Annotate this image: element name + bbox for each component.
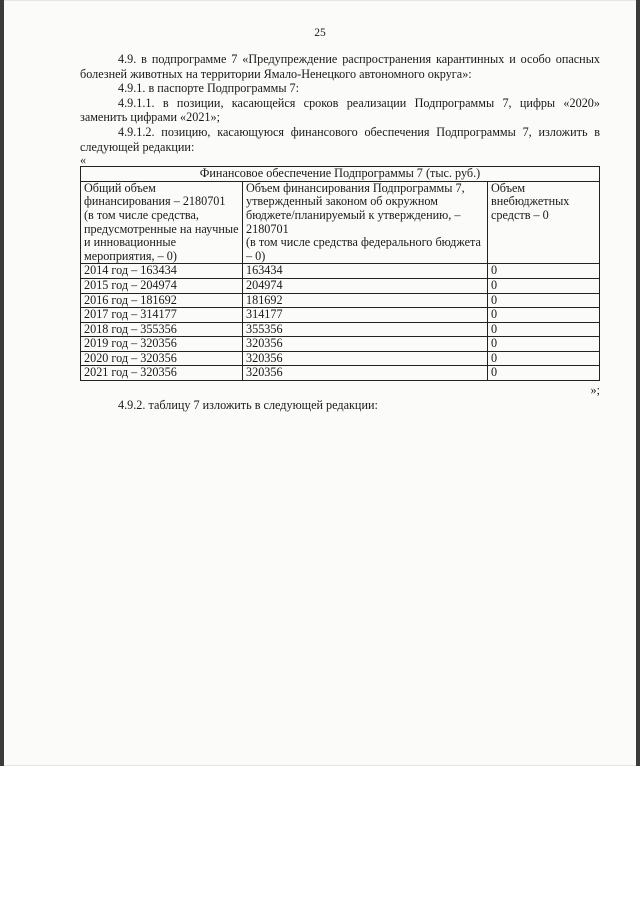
row-extra-cell: 0 [488, 351, 600, 366]
scan-edge-right [636, 0, 640, 766]
row-extra-cell: 0 [488, 308, 600, 323]
row-extra-cell: 0 [488, 278, 600, 293]
row-budget-cell: 314177 [243, 308, 488, 323]
row-extra-cell: 0 [488, 264, 600, 279]
table-row [81, 366, 600, 381]
opening-quote: « [80, 153, 87, 168]
header-total-cell [81, 181, 243, 264]
row-year-cell: 2018 год – 355356 [81, 322, 243, 337]
header-budget-note: (в том числе средства федерального бюджета – 0) [246, 235, 481, 263]
table-row [81, 322, 600, 337]
row-budget-cell: 320356 [243, 337, 488, 352]
row-budget-cell: 204974 [243, 278, 488, 293]
row-budget-cell: 320356 [243, 351, 488, 366]
document-body [80, 52, 600, 412]
header-budget-amount: Объем финансирования Подпрограммы 7, утвержденный законом об окружном бюджете/планируемый к утверждению, – 2180701 [246, 180, 465, 236]
header-extra-cell: Объем внебюджетных средств – 0 [488, 181, 600, 264]
row-year-cell: 2021 год – 320356 [81, 366, 243, 381]
row-extra-cell: 0 [488, 322, 600, 337]
paragraph-4-9-1-1: 4.9.1.1. в позиции, касающейся сроков реализации Подпрограммы 7, цифры «2020» заменить цифрами «2021»; [80, 95, 600, 125]
row-year-cell: 2017 год – 314177 [81, 308, 243, 323]
row-budget-cell: 320356 [243, 366, 488, 381]
row-year-cell: 2014 год – 163434 [81, 264, 243, 279]
header-total-note: (в том числе средства, предусмотренные на научные и инновационные мероприятия, – 0) [84, 207, 239, 263]
table-row [81, 337, 600, 352]
table-row [81, 264, 600, 279]
paragraph-4-9: 4.9. в подпрограмме 7 «Предупреждение распространения карантинных и особо опасных болезней животных на территории Ямало-Ненецкого автономного округа»: [80, 52, 600, 81]
header-budget-cell [243, 181, 488, 264]
row-year-cell: 2020 год – 320356 [81, 351, 243, 366]
scan-edge-left [0, 0, 4, 766]
paragraph-4-9-1: 4.9.1. в паспорте Подпрограммы 7: [118, 81, 300, 96]
table-body [81, 264, 600, 381]
row-budget-cell: 163434 [243, 264, 488, 279]
row-extra-cell: 0 [488, 293, 600, 308]
header-total-amount: Общий объем финансирования – 2180701 [84, 180, 226, 209]
financing-table [80, 166, 600, 381]
table-header-row [81, 181, 600, 264]
table-row [81, 293, 600, 308]
row-budget-cell: 181692 [243, 293, 488, 308]
table-title: Финансовое обеспечение Подпрограммы 7 (тыс. руб.) [81, 167, 600, 182]
row-budget-cell: 355356 [243, 322, 488, 337]
row-extra-cell: 0 [488, 366, 600, 381]
page-number: 25 [314, 27, 326, 39]
table-row [81, 278, 600, 293]
paragraph-4-9-1-2: 4.9.1.2. позицию, касающуюся финансового обеспечения Подпрограммы 7, изложить в следующей редакции: [80, 124, 600, 154]
table-row [81, 351, 600, 366]
row-year-cell: 2019 год – 320356 [81, 337, 243, 352]
row-year-cell: 2016 год – 181692 [81, 293, 243, 308]
table-title-row [81, 167, 600, 182]
row-year-cell: 2015 год – 204974 [81, 278, 243, 293]
table-row [81, 308, 600, 323]
closing-quote: »; [590, 383, 600, 398]
row-extra-cell: 0 [488, 337, 600, 352]
paragraph-4-9-2: 4.9.2. таблицу 7 изложить в следующей редакции: [118, 397, 378, 412]
